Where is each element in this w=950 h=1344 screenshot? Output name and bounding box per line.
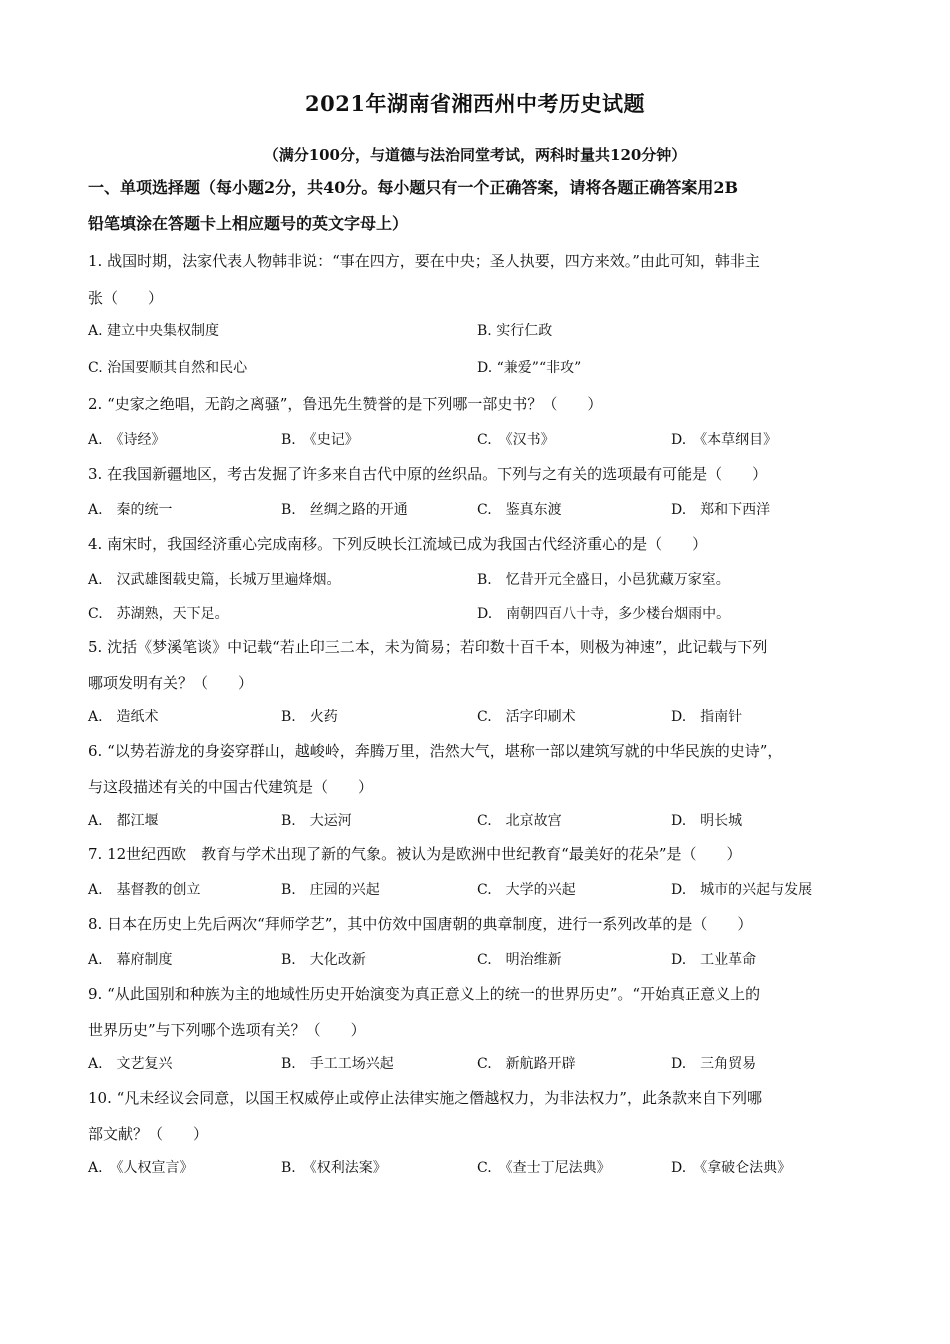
page-subtitle: （满分100分，与道德与法治同堂考试，两科时量共120分钟）	[263, 146, 687, 164]
option-a[interactable]: A. 幕府制度	[88, 952, 173, 968]
question-8-options	[88, 949, 878, 971]
option-a[interactable]: A. 《人权宣言》	[88, 1160, 194, 1176]
question-3-line1: 3. 在我国新疆地区，考古发掘了许多来自古代中原的丝织品。下列与之有关的选项最有可能是（ ）	[88, 465, 768, 483]
question-2-line1: 2. “史家之绝唱，无韵之离骚”，鲁迅先生赞誉的是下列哪一部史书？（ ）	[88, 395, 603, 413]
page-title: 2021年湖南省湘西州中考历史试题	[305, 91, 645, 116]
option-a[interactable]: A. 造纸术	[88, 709, 159, 725]
question-6-options	[88, 810, 878, 832]
option-c[interactable]: C. 苏湖熟，天下足。	[88, 606, 229, 622]
option-d[interactable]: D. 三角贸易	[671, 1056, 757, 1072]
option-d[interactable]: D. 南朝四百八十寺，多少楼台烟雨中。	[477, 606, 731, 622]
option-b[interactable]: B. 《史记》	[281, 432, 359, 448]
question-1-line2: 张（ ）	[88, 289, 164, 307]
option-c[interactable]: C. 大学的兴起	[477, 882, 576, 898]
question-3-options	[88, 499, 878, 521]
question-1-options	[88, 320, 878, 342]
option-d[interactable]: D. 指南针	[671, 709, 743, 725]
option-c[interactable]: C. 新航路开辟	[477, 1056, 576, 1072]
option-b[interactable]: B. 丝绸之路的开通	[281, 502, 408, 518]
option-c[interactable]: C. 《查士丁尼法典》	[477, 1160, 611, 1176]
option-c[interactable]: C. 《汉书》	[477, 432, 555, 448]
question-4-line1: 4. 南宋时，我国经济重心完成南移。下列反映长江流域已成为我国古代经济重心的是（ ）	[88, 535, 708, 553]
question-1-line1: 1. 战国时期，法家代表人物韩非说：“事在四方，要在中央；圣人执要，四方来效。”由此可知，韩非主	[88, 252, 760, 270]
option-a[interactable]: A. 基督教的创立	[88, 882, 201, 898]
option-c[interactable]: C. 活字印刷术	[477, 709, 576, 725]
question-10-line2: 部文献？（ ）	[88, 1125, 209, 1143]
question-5-line2: 哪项发明有关？（ ）	[88, 674, 254, 692]
question-10-options	[88, 1157, 878, 1179]
option-a[interactable]: A. 秦的统一	[88, 502, 173, 518]
option-b[interactable]: B. 《权利法案》	[281, 1160, 387, 1176]
question-9-line1: 9. “从此国别和种族为主的地域性历史开始演变为真正意义上的统一的世界历史”。“开始真正意义上的	[88, 985, 761, 1003]
option-a[interactable]: A. 建立中央集权制度	[88, 323, 220, 339]
section-heading-line1: 一、单项选择题（每小题2分，共40分。每小题只有一个正确答案，请将各题正确答案用2B	[88, 178, 739, 197]
question-8-line1: 8. 日本在历史上先后两次“拜师学艺”，其中仿效中国唐朝的典章制度，进行一系列改革的是（ ）	[88, 915, 753, 933]
question-9-line2: 世界历史”与下列哪个选项有关？（ ）	[88, 1021, 366, 1039]
question-4-options-row2	[88, 603, 878, 625]
option-b[interactable]: B. 大化改新	[281, 952, 366, 968]
option-a[interactable]: A. 都江堰	[88, 813, 159, 829]
option-a[interactable]: A. 《诗经》	[88, 432, 166, 448]
option-b[interactable]: B. 火药	[281, 709, 338, 725]
option-c[interactable]: C. 治国要顺其自然和民心	[88, 360, 248, 376]
option-d[interactable]: D. 工业革命	[671, 952, 757, 968]
option-b[interactable]: B. 忆昔开元全盛日，小邑犹藏万家室。	[477, 572, 730, 588]
option-b[interactable]: B. 实行仁政	[477, 323, 553, 339]
question-5-line1: 5. 沈括《梦溪笔谈》中记载“若止印三二本，未为简易；若印数十百千本，则极为神速”，此记载与下列	[88, 638, 768, 656]
option-d[interactable]: D. 郑和下西洋	[671, 502, 771, 518]
option-b[interactable]: B. 庄园的兴起	[281, 882, 380, 898]
question-6-line2: 与这段描述有关的中国古代建筑是（ ）	[88, 778, 374, 796]
option-d[interactable]: D. 《拿破仑法典》	[671, 1160, 792, 1176]
option-b[interactable]: B. 手工工场兴起	[281, 1056, 394, 1072]
option-d[interactable]: D. 《本草纲目》	[671, 432, 778, 448]
question-6-line1: 6. “以势若游龙的身姿穿群山，越峻岭，奔腾万里，浩然大气，堪称一部以建筑写就的中华民族的史诗”，	[88, 742, 783, 760]
question-2-options	[88, 429, 878, 451]
question-5-options	[88, 706, 878, 728]
option-c[interactable]: C. 北京故宫	[477, 813, 562, 829]
question-7-options	[88, 879, 878, 901]
option-c[interactable]: C. 鉴真东渡	[477, 502, 562, 518]
question-4-options	[88, 569, 878, 591]
question-1-options-row2	[88, 357, 878, 379]
option-d[interactable]: D. “兼爱”“非攻”	[477, 360, 582, 376]
option-a[interactable]: A. 汉武雄图载史篇，长城万里遍烽烟。	[88, 572, 341, 588]
option-b[interactable]: B. 大运河	[281, 813, 352, 829]
question-7-line1: 7. 12世纪西欧 教育与学术出现了新的气象。被认为是欧洲中世纪教育“最美好的花朵”是（ ）	[88, 845, 742, 863]
option-d[interactable]: D. 明长城	[671, 813, 743, 829]
option-d[interactable]: D. 城市的兴起与发展	[671, 882, 813, 898]
option-a[interactable]: A. 文艺复兴	[88, 1056, 173, 1072]
question-9-options	[88, 1053, 878, 1075]
section-heading-line2: 铅笔填涂在答题卡上相应题号的英文字母上）	[88, 214, 409, 233]
option-c[interactable]: C. 明治维新	[477, 952, 562, 968]
question-10-line1: 10. “凡未经议会同意，以国王权威停止或停止法律实施之僭越权力，为非法权力”，此条款来自下列哪	[88, 1089, 762, 1107]
